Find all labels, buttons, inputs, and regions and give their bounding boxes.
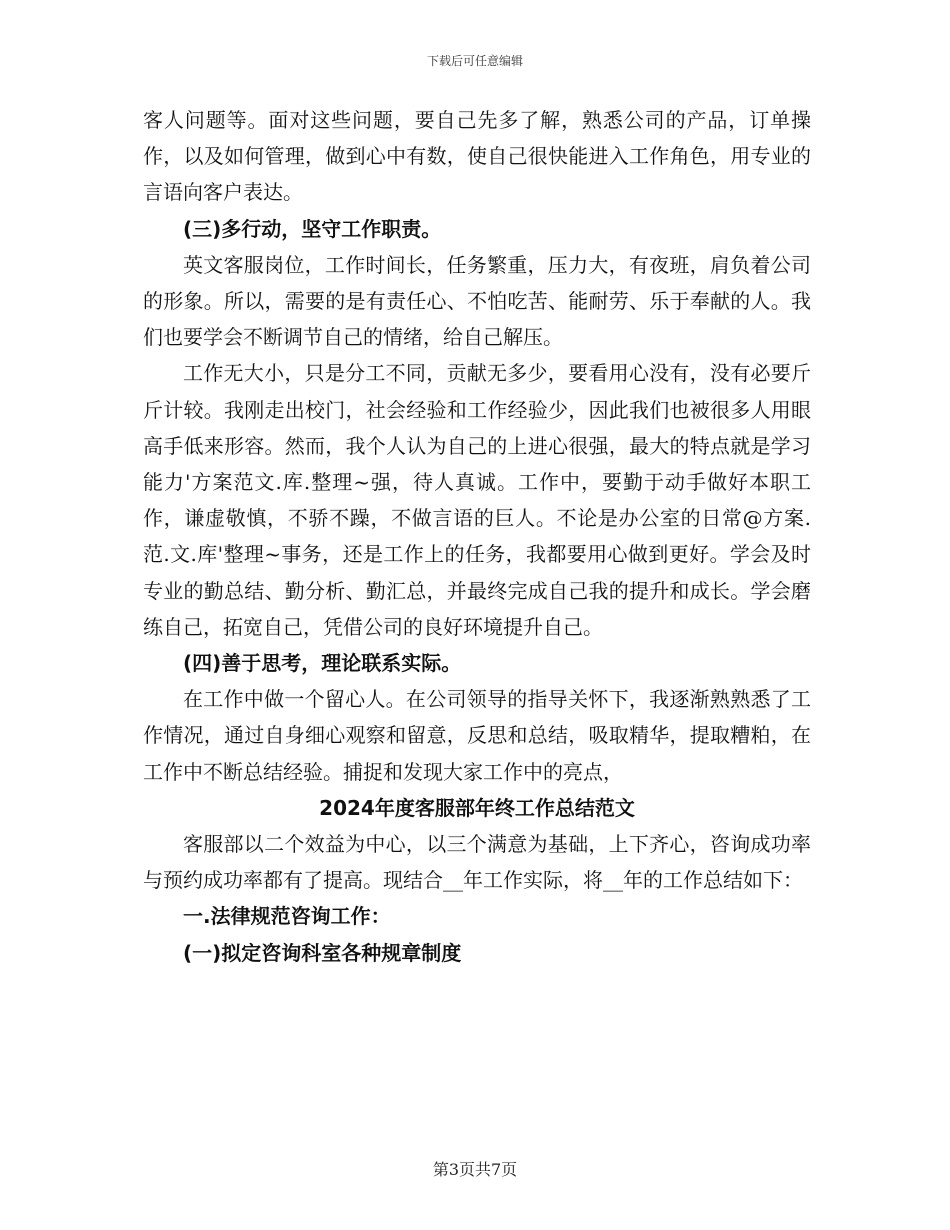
paragraph: 客服部以二个效益为中心，以三个满意为基础，上下齐心，咨询成功率与预约成功率都有了提高。现结合__年工作实际，将__年的工作总结如下： [143, 832, 811, 893]
section-heading: 一.法律规范咨询工作： [183, 904, 391, 929]
section-heading: (三)多行动，坚守工作职责。 [183, 216, 442, 241]
page-header-note: 下载后可任意编辑 [426, 54, 523, 68]
paragraph: 在工作中做一个留心人。在公司领导的指导关怀下，我逐渐熟熟悉了工作情况，通过自身细心观察和留意，反思和总结，吸取精华，提取糟粕，在工作中不断总结经验。捕捉和发现大家工作中的亮点， [143, 687, 811, 784]
paragraph: 英文客服岗位，工作时间长，任务繁重，压力大，有夜班，肩负着公司的形象。所以，需要的是有责任心、不怕吃苦、能耐劳、乐于奉献的人。我们也要学会不断调节自己的情绪，给自己解压。 [143, 252, 811, 350]
paragraph: 客人问题等。面对这些问题，要自己先多了解，熟悉公司的产品，订单操作，以及如何管理，做到心中有数，使自己很快能进入工作角色，用专业的言语向客户表达。 [143, 108, 811, 205]
paragraph: 工作无大小，只是分工不同，贡献无多少，要看用心没有，没有必要斤斤计较。我刚走出校门，社会经验和工作经验少，因此我们也被很多人用眼高手低来形容。然而，我个人认为自己的上进心很强，最大的特点就是学习能力'方案范文.库.整理~强，待人真诚。工作中，要勤于动手做好本职工作，谦虚敬慎，不骄不躁，不做言语的巨人。不论是办公室的日常@方案.范.文.库'整理~事务，还是工作上的任务，我都要用心做到更好。学会及时专业的勤总结、勤分析、勤汇总，并最终完成自己我的提升和成长。学会磨练自己，拓宽自己，凭借公司的良好环境提升自己。 [143, 361, 811, 639]
document-body [143, 102, 811, 971]
section-heading: (一)拟定咨询科室各种规章制度 [183, 940, 462, 965]
document-title: 2024年度客服部年终工作总结范文 [319, 795, 635, 820]
section-heading: (四)善于思考，理论联系实际。 [183, 651, 462, 676]
page-number: 第3页共7页 [432, 1160, 518, 1179]
